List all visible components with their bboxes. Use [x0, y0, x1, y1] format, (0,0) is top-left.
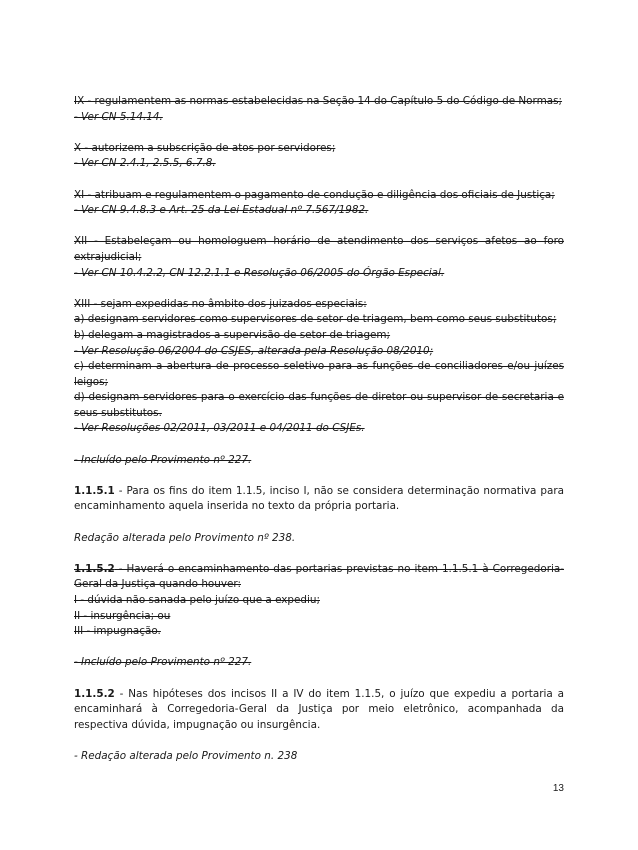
included-note-2: - Incluído pelo Provimento nº 227. [74, 656, 252, 669]
item-x-text: X - autorizem a subscrição de atos por servidores; [74, 141, 336, 154]
item-xiii-a: a) designam servidores como supervisores de setor de triagem, bem como seus substitutos; [74, 313, 557, 326]
item-ix-text: IX - regulamentem as normas estabelecidas na Seção 14 do Capítulo 5 do Código de Normas; [74, 95, 563, 107]
item-xiii-b: b) delegam a magistrados a supervisão de setor de triagem; [74, 328, 391, 341]
page-number: 13 [552, 783, 564, 794]
item-xiii-text: XIII - sejam expedidas no âmbito dos juizados especiais: [74, 297, 367, 310]
item-xi-ref: - Ver CN 9.4.8.3 e Art. 25 da Lei Estadual nº 7.567/1982. [74, 204, 369, 217]
paragraph-1-1-5-2-revoked-text: - Haverá o encaminhamento das portarias previstas no item 1.1.5.1 à Corregedoria-Geral da Justiça quando houver: [74, 562, 564, 591]
item-xiii-b-ref: - Ver Resolução 06/2004 do CSJES, alterada pela Resolução 08/2010; [74, 344, 434, 357]
paragraph-1-1-5-2-revoked [74, 562, 564, 640]
paragraph-1-1-5-2-number: 1.1.5.2 [74, 687, 115, 700]
item-x-ref: - Ver CN 2.4.1, 2.5.5, 6.7.8. [74, 157, 216, 170]
item-xii-text: XII - Estabeleçam ou homologuem horário de atendimento dos serviços afetos ao foro extrajudicial; [74, 235, 564, 263]
item-xii [74, 234, 564, 281]
item-ix-ref: - Ver CN 5.14.14. [74, 110, 163, 123]
paragraph-1-1-5-2-revoked-ii: II - insurgência; ou [74, 609, 171, 622]
item-xi-text: XI - atribuam e regulamentem o pagamento de condução e diligência dos oficiais de Justiça; [74, 188, 555, 201]
paragraph-1-1-5-1-number: 1.1.5.1 [74, 484, 115, 497]
document-body [74, 94, 564, 780]
paragraph-1-1-5-1 [74, 484, 564, 515]
item-x [74, 141, 564, 172]
paragraph-1-1-5-2-revoked-i: I - dúvida não sanada pelo juízo que a expediu; [74, 594, 320, 606]
paragraph-1-1-5-2-text: - Nas hipóteses dos incisos II a IV do item 1.1.5, o juízo que expediu a portaria a encaminhará à Corregedoria-Geral da Justiça por meio eletrônico, acompanhada da respectiva dúvida, impugnação ou insurgência. [74, 687, 564, 731]
item-xiii-c: c) determinam a abertura de processo seletivo para as funções de conciliadores e/ou juízes leigos; [74, 360, 564, 388]
item-xii-ref: - Ver CN 10.4.2.2, CN 12.2.1.1 e Resolução 06/2005 do Órgão Especial. [74, 266, 445, 279]
paragraph-1-1-5-1-text: - Para os fins do item 1.1.5, inciso I, não se considera determinação normativa para encaminhamento aquela inserida no texto da própria portaria. [74, 484, 564, 513]
paragraph-1-1-5-2 [74, 687, 564, 734]
amended-note-1: Redação alterada pelo Provimento nº 238. [74, 531, 296, 544]
item-xiii-d-ref: - Ver Resoluções 02/2011, 03/2011 e 04/2011 do CSJEs. [74, 422, 365, 435]
item-xiii [74, 297, 564, 437]
item-xiii-d: d) designam servidores para o exercício das funções de diretor ou supervisor de secretaria e seus substitutos. [74, 391, 564, 419]
paragraph-1-1-5-2-revoked-number: 1.1.5.2 [74, 562, 115, 575]
item-xi [74, 188, 564, 219]
paragraph-1-1-5-2-revoked-iii: III - impugnação. [74, 625, 161, 638]
amended-note-2: - Redação alterada pelo Provimento n. 238 [74, 749, 298, 762]
included-note-1: - Incluído pelo Provimento nº 227. [74, 453, 252, 466]
item-ix [74, 94, 564, 125]
